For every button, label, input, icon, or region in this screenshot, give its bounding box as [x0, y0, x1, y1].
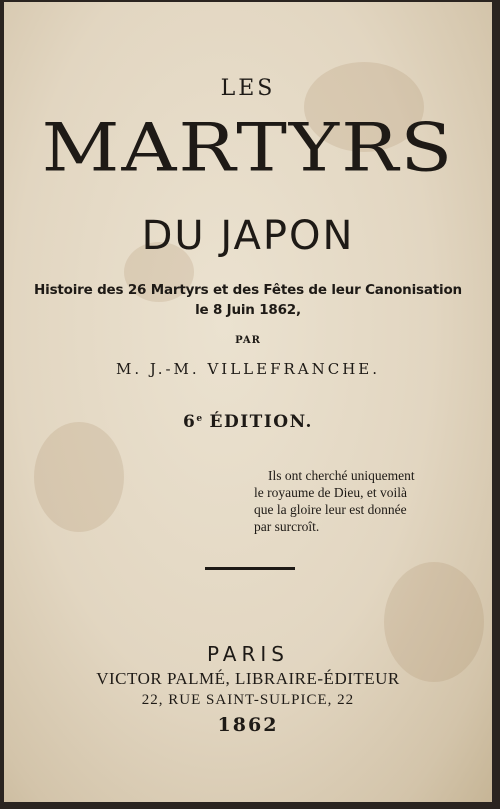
imprint-city: PARIS — [207, 642, 289, 666]
edition-number: 6 — [183, 412, 197, 432]
edition-word: ÉDITION. — [209, 412, 313, 432]
epigraph — [254, 467, 450, 535]
epigraph-line-3: que la gloire leur est donnée — [254, 502, 407, 517]
author-name: M. J.-M. VILLEFRANCHE. — [115, 360, 381, 378]
imprint-address: 22, RUE SAINT-SULPICE, 22 — [141, 692, 355, 708]
imprint-year: 1862 — [217, 714, 279, 736]
title-du-japon: DU JAPON — [141, 213, 355, 259]
epigraph-line-2: le royaume de Dieu, et voilà — [254, 485, 407, 500]
title-les: LES — [220, 76, 276, 101]
subtitle-line-1: Histoire des 26 Martyrs et des Fêtes de leur Canonisation — [34, 282, 462, 298]
edition-label — [4, 412, 492, 432]
edition-superscript: e — [196, 414, 203, 424]
title-martyrs: MARTYRS — [41, 107, 455, 187]
foxing-stain — [34, 422, 124, 532]
subtitle-line-2: le 8 Juin 1862, — [195, 302, 301, 318]
imprint-publisher: VICTOR PALMÉ, LIBRAIRE-ÉDITEUR — [96, 669, 400, 688]
epigraph-line-4: par surcroît. — [254, 519, 320, 534]
by-label: PAR — [235, 335, 261, 346]
epigraph-line-1: Ils ont cherché uniquement — [268, 468, 415, 483]
divider-rule — [205, 567, 295, 570]
title-page — [4, 2, 492, 802]
